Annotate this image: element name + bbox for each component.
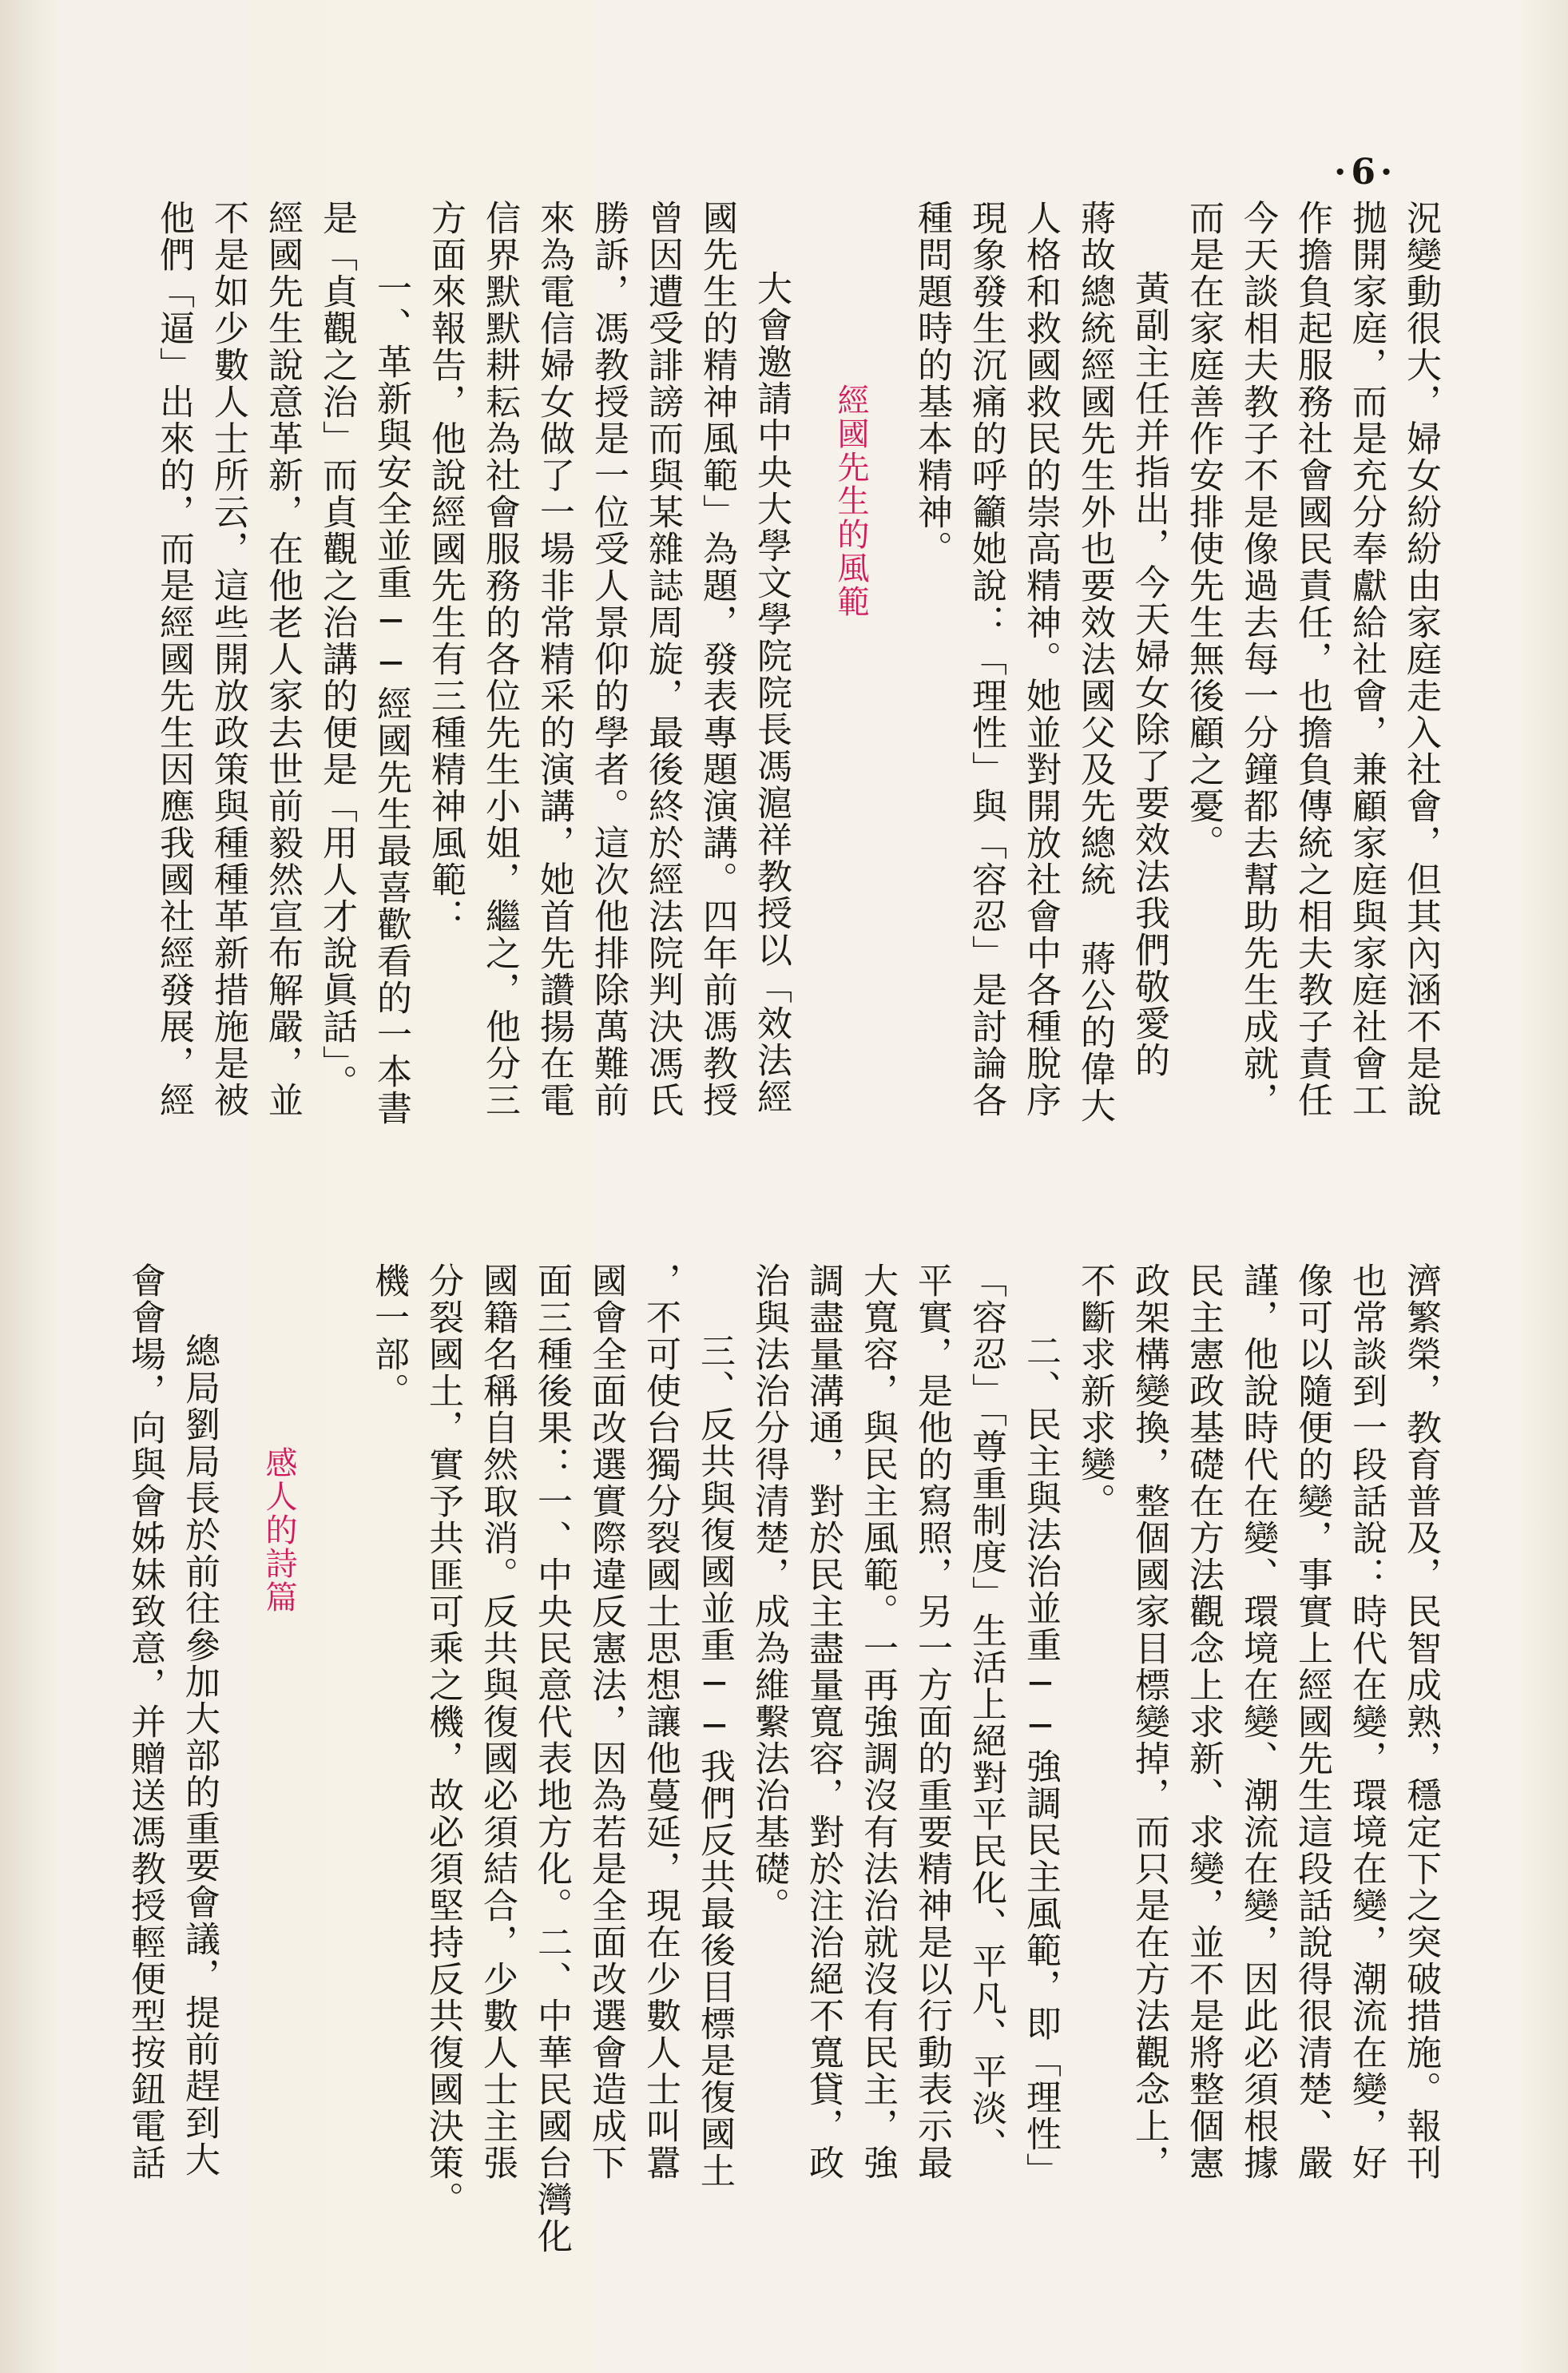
text-column: 今天談相夫教子不是像過去每一分鐘都去幫助先生成就， bbox=[1237, 200, 1278, 1119]
text-column: 信界默默耕耘為社會服務的各位先生小姐，繼之，他分三 bbox=[479, 200, 520, 1119]
text-column: 曾因遭受誹謗而與某雜誌周旋，最後終於經法院判決馮氏 bbox=[642, 200, 683, 1119]
text-column: 也常談到一段話說：時代在變，環境在變，潮流在變，好 bbox=[1346, 1262, 1387, 2181]
section-heading: 經國先生的風範 bbox=[832, 384, 869, 618]
text-column: ，不可使台獨分裂國土思想讓他蔓延，現在少數人士叫囂 bbox=[640, 1262, 681, 2181]
text-column: 三、反共與復國並重──我們反共最後目標是復國土 bbox=[694, 1333, 735, 2189]
text-column: 經國先生說意革新，在他老人家去世前毅然宣布解嚴，並 bbox=[262, 200, 303, 1119]
text-column: 人格和救國救民的崇高精神。她並對開放社會中各種脫序 bbox=[1020, 200, 1061, 1119]
top-text-block bbox=[80, 200, 1441, 1198]
text-column: 是「貞觀之治」而貞觀之治講的便是「用人才說眞話」。 bbox=[316, 200, 357, 1101]
text-column: 拋開家庭，而是充分奉獻給社會，兼顧家庭與家庭社會工 bbox=[1346, 200, 1387, 1119]
text-column: 會會場，向與會姊妹致意，并贈送馮教授輕便型按鈕電話 bbox=[125, 1262, 165, 2181]
text-column: 國先生的精神風範」為題，發表專題演講。四年前馮教授 bbox=[697, 200, 737, 1119]
text-column: 國籍名稱自然取消。反共與復國必須結合，少數人士主張 bbox=[477, 1262, 518, 2181]
text-column: 大寬容，與民主風範。一再強調沒有法治就沒有民主，強 bbox=[857, 1262, 898, 2181]
text-column: 面三種後果：一、中央民意代表地方化。二、中華民國台灣化 bbox=[531, 1262, 572, 2255]
text-column: 作擔負起服務社會國民責任，也擔負傳統之相夫教子責任 bbox=[1292, 200, 1332, 1119]
text-column: 來為電信婦女做了一場非常精采的演講，她首先讚揚在電 bbox=[534, 200, 574, 1119]
text-column: 二、民主與法治並重──強調民主風範，即「理性」 bbox=[1020, 1333, 1061, 2189]
text-column: 機一部。 bbox=[368, 1262, 409, 1409]
text-column: 勝訴，馮教授是一位受人景仰的學者。這次他排除萬難前 bbox=[588, 200, 629, 1119]
text-column: 濟繁榮，教育普及，民智成熟，穩定下之突破措施。報刊 bbox=[1400, 1262, 1441, 2181]
text-column: 蔣故總統經國先生外也要效法國父及先總統 蔣公的偉大 bbox=[1074, 200, 1115, 1124]
bottom-text-block bbox=[125, 1262, 1441, 2293]
text-column: 況變動很大，婦女紛紛由家庭走入社會，但其內涵不是說 bbox=[1400, 200, 1441, 1119]
section-heading: 感人的詩篇 bbox=[260, 1446, 297, 1614]
text-column: 種問題時的基本精神。 bbox=[911, 200, 952, 567]
text-column: 「容忍」「尊重制度」生活上絕對平民化、平凡、平淡、 bbox=[966, 1262, 1006, 2164]
text-column: 現象發生沉痛的呼籲她說：「理性」與「容忍」是討論各 bbox=[966, 200, 1006, 1119]
text-column: 一、革新與安全並重──經國先生最喜歡看的一本書 bbox=[371, 270, 411, 1127]
text-column: 像可以隨便的變，事實上經國先生這段話說得很清楚、嚴 bbox=[1292, 1262, 1332, 2181]
text-column: 謹，他說時代在變、環境在變、潮流在變，因此必須根據 bbox=[1237, 1262, 1278, 2181]
text-column: 黃副主任并指出，今天婦女除了要效法我們敬愛的 bbox=[1129, 270, 1169, 1079]
text-column: 政架構變換，整個國家目標變掉，而只是在方法觀念上， bbox=[1129, 1262, 1169, 2181]
text-column: 國會全面改選實際違反憲法，因為若是全面改選會造成下 bbox=[586, 1262, 626, 2181]
text-column: 分裂國土，實予共匪可乘之機，故必須堅持反共復國決策。 bbox=[423, 1262, 463, 2218]
text-column: 大會邀請中央大學文學院院長馮滬祥教授以「效法經 bbox=[751, 270, 792, 1115]
text-column: 調盡量溝通，對於民主盡量寬容，對於注治絕不寬貸，政 bbox=[803, 1262, 844, 2181]
text-column: 治與法治分得清楚，成為維繫法治基礎。 bbox=[748, 1262, 789, 1924]
text-column: 平實，是他的寫照，另一方面的重要精神是以行動表示最 bbox=[911, 1262, 952, 2181]
text-column: 民主憲政基礎在方法觀念上求新、求變，並不是將整個憲 bbox=[1183, 1262, 1224, 2181]
page-number: ·6· bbox=[1334, 152, 1398, 193]
text-column: 總局劉局長於前往參加大部的重要會議，提前趕到大 bbox=[179, 1333, 220, 2178]
text-column: 而是在家庭善作安排使先生無後顧之憂。 bbox=[1183, 200, 1224, 861]
text-column: 他們「逼」出來的，而是經國先生因應我國社經發展，經 bbox=[153, 200, 194, 1119]
text-column: 不是如少數人士所云，這些開放政策與種種革新措施是被 bbox=[208, 200, 248, 1119]
text-column: 不斷求新求變。 bbox=[1074, 1262, 1115, 1520]
text-column: 方面來報告，他說經國先生有三種精神風範： bbox=[425, 200, 466, 935]
